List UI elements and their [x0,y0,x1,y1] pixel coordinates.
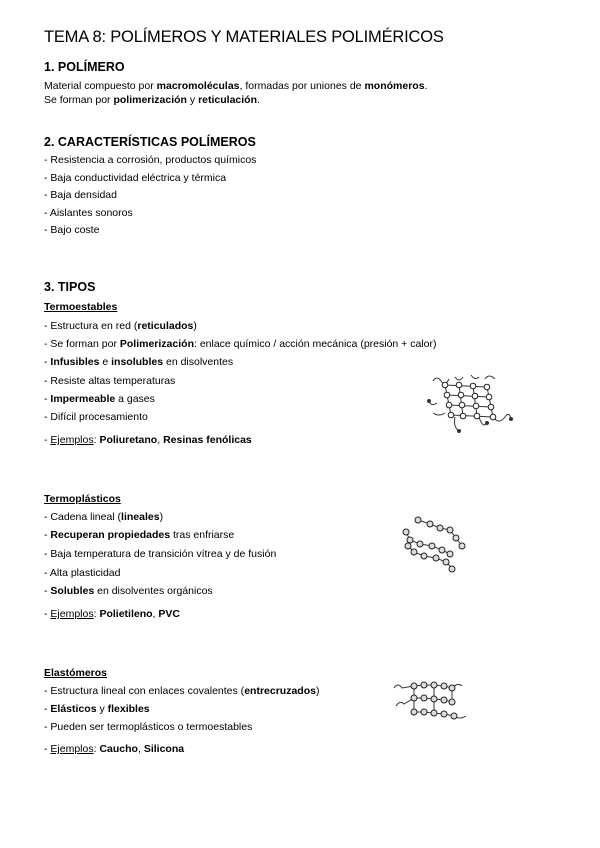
section-polimero-heading: 1. POLÍMERO [44,60,125,74]
page-title: TEMA 8: POLÍMEROS Y MATERIALES POLIMÉRICOS [44,28,444,46]
caracteristica-item: - Baja densidad [44,189,117,201]
termoplasticos-item: - Cadena lineal (lineales) [44,511,164,523]
elastomeros-examples: - Ejemplos: Caucho, Silicona [44,743,185,755]
caracteristica-item: - Baja conductividad eléctrica y térmica [44,172,227,184]
linear-chains-illustration [400,516,472,576]
termoplasticos-item: - Baja temperatura de transición vítrea y de fusión [44,548,277,560]
termoplasticos-examples: - Ejemplos: Polietileno, PVC [44,608,180,620]
elastomeros-item: - Estructura lineal con enlaces covalentes (entrecruzados) [44,685,320,697]
termoestables-item: - Resiste altas temperaturas [44,375,176,387]
termoplasticos-item: - Recuperan propiedades tras enfriarse [44,529,235,541]
termoestables-item: - Se forman por Polimerización: enlace químico / acción mecánica (presión + calor) [44,338,437,350]
termoestables-item: - Difícil procesamiento [44,411,148,423]
elastomeros-item: - Pueden ser termoplásticos o termoestables [44,721,253,733]
termoestables-subheading: Termoestables [44,301,118,313]
section-caracteristicas-heading: 2. CARACTERÍSTICAS POLÍMEROS [44,135,256,149]
crosslinked-network-illustration [425,373,513,435]
termoestables-examples: - Ejemplos: Poliuretano, Resinas fenólicas [44,434,252,446]
termoestables-item: - Infusibles e insolubles en disolventes [44,356,234,368]
section-tipos-heading: 3. TIPOS [44,280,96,294]
termoplasticos-subheading: Termoplásticos [44,493,121,505]
caracteristica-item: - Aislantes sonoros [44,207,133,219]
elastomeros-subheading: Elastómeros [44,667,108,679]
crosslinked-chains-illustration [392,676,474,722]
termoestables-item: - Impermeable a gases [44,393,155,405]
caracteristica-item: - Bajo coste [44,224,100,236]
termoestables-item: - Estructura en red (reticulados) [44,320,197,332]
termoplasticos-item: - Alta plasticidad [44,567,121,579]
elastomeros-item: - Elásticos y flexibles [44,703,150,715]
polimero-formation-line: Se forman por polimerización y reticulación. [44,94,260,106]
caracteristica-item: - Resistencia a corrosión, productos químicos [44,154,257,166]
polimero-definition-line: Material compuesto por macromoléculas, formadas por uniones de monómeros. [44,80,428,92]
termoplasticos-item: - Solubles en disolventes orgánicos [44,585,213,597]
